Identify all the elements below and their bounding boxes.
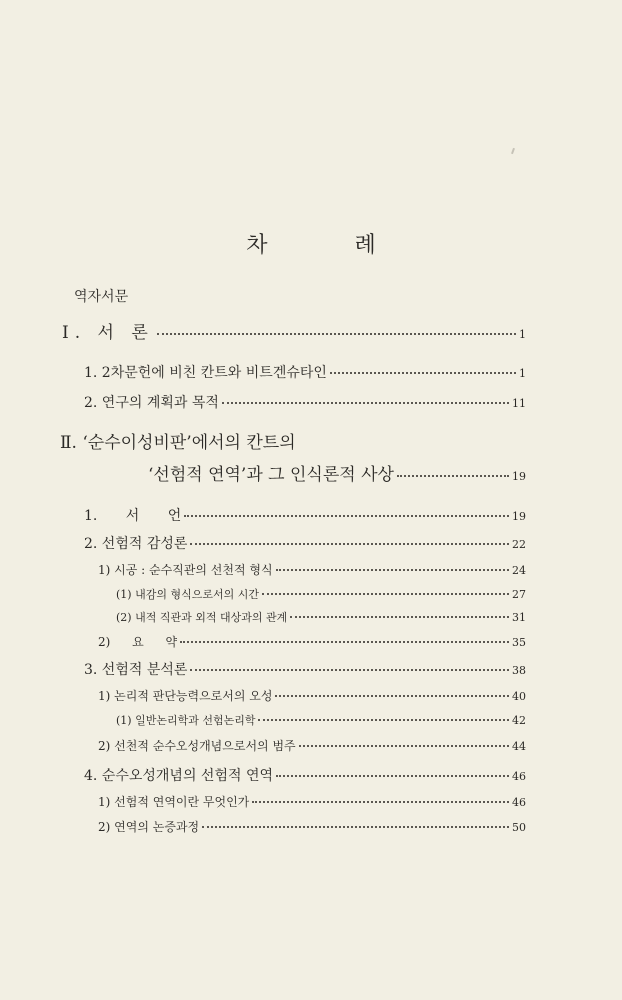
leader-dots (180, 640, 509, 643)
leader-dots (190, 542, 509, 545)
toc-part-2-continued[interactable] (148, 460, 526, 485)
toc-label: 1. 서 언 (84, 508, 182, 524)
toc-label: 2. 연구의 계획과 목적 (84, 395, 219, 411)
toc-page-number: 42 (512, 714, 526, 727)
toc-subsection[interactable] (98, 737, 526, 754)
leader-dots (184, 514, 509, 517)
leader-dots (202, 825, 509, 828)
leader-dots (157, 332, 516, 335)
toc-section[interactable] (84, 659, 526, 679)
toc-page-number: 38 (512, 664, 526, 677)
leader-dots (330, 371, 516, 374)
toc-page-number: 19 (512, 510, 526, 523)
toc-label: 4. 순수오성개념의 선험적 연역 (84, 768, 273, 784)
toc-page-number: 46 (512, 770, 526, 783)
toc-page-number: 27 (512, 588, 526, 601)
toc-label: (2) 내적 직관과 외적 대상과의 관계 (116, 611, 288, 624)
toc-label: 2) 선천적 순수오성개념으로서의 범주 (98, 739, 296, 753)
toc-subsection[interactable] (98, 561, 526, 578)
toc-label: 1. 2차문헌에 비친 칸트와 비트겐슈타인 (84, 365, 327, 381)
leader-dots (222, 401, 509, 404)
toc-subsubsection[interactable] (116, 712, 526, 728)
toc-subsubsection[interactable] (116, 586, 526, 602)
preface-entry[interactable] (74, 286, 128, 306)
toc-page-number: 1 (519, 328, 526, 341)
toc-page-number: 24 (512, 564, 526, 577)
leader-dots (290, 615, 509, 618)
toc-subsection[interactable] (98, 687, 526, 704)
page-title: 차 례 (246, 233, 416, 258)
toc-section[interactable] (84, 362, 526, 382)
toc-part-1[interactable] (62, 318, 526, 343)
leader-dots (252, 800, 509, 803)
toc-label: Ⅰ. 서 론 (62, 323, 154, 343)
toc-page-number: 11 (512, 397, 526, 410)
toc-page-number: 31 (512, 611, 526, 624)
toc-label: 1) 논리적 판단능력으로서의 오성 (98, 689, 273, 703)
leader-dots (276, 774, 509, 777)
toc-subsubsection[interactable] (116, 609, 526, 625)
toc-subsection[interactable] (98, 793, 526, 810)
leader-dots (397, 474, 509, 477)
paper-speck (511, 148, 515, 154)
leader-dots (262, 592, 509, 595)
toc-section[interactable] (84, 505, 526, 525)
toc-label: 2. 선험적 감성론 (84, 536, 188, 552)
preface-label: 역자서문 (74, 289, 129, 305)
toc-label: 3. 선험적 분석론 (84, 662, 188, 678)
leader-dots (190, 668, 509, 671)
toc-section[interactable] (84, 765, 526, 785)
toc-subsection[interactable] (98, 633, 526, 650)
toc-section[interactable] (84, 533, 526, 553)
leader-dots (275, 694, 509, 697)
toc-label: ‘선험적 연역’과 그 인식론적 사상 (148, 465, 394, 485)
toc-label: 2) 연역의 논증과정 (98, 820, 200, 834)
toc-section[interactable] (84, 392, 526, 412)
toc-label: Ⅱ. ‘순수이성비판’에서의 칸트의 (60, 433, 296, 453)
toc-label: 1) 선험적 연역이란 무엇인가 (98, 795, 250, 809)
toc-page-number: 1 (519, 367, 526, 380)
toc-page-number: 19 (512, 470, 526, 483)
toc-page-number: 44 (512, 740, 526, 753)
toc-page-number: 46 (512, 796, 526, 809)
leader-dots (258, 718, 509, 721)
toc-page-number: 50 (512, 821, 526, 834)
toc-page-number: 22 (512, 538, 526, 551)
toc-subsection[interactable] (98, 818, 526, 835)
leader-dots (276, 568, 509, 571)
toc-label: (1) 내감의 형식으로서의 시간 (116, 588, 259, 601)
toc-label: 2) 요 약 (98, 635, 178, 649)
toc-page-number: 40 (512, 690, 526, 703)
leader-dots (299, 744, 509, 747)
toc-label: (1) 일반논리학과 선험논리학 (116, 714, 256, 727)
toc-label: 1) 시공 : 순수직관의 선천적 형식 (98, 563, 273, 577)
toc-part-2[interactable] (60, 428, 296, 453)
toc-page-number: 35 (512, 636, 526, 649)
